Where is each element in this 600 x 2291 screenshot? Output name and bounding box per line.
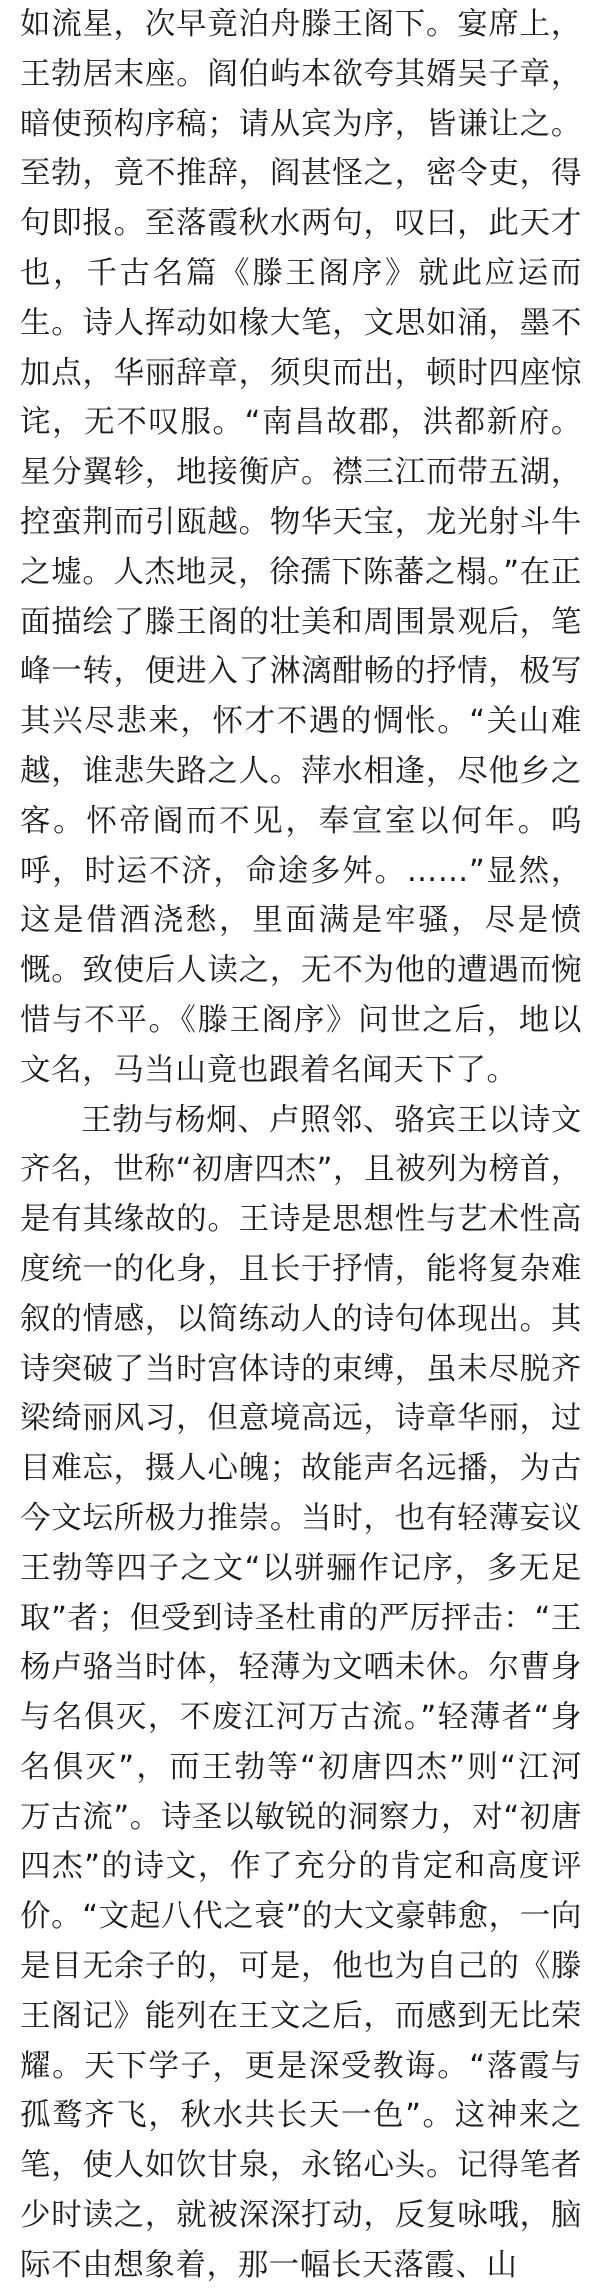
paragraph-1: 如流星，次早竟泊舟滕王阁下。宴席上，王勃居末座。阎伯屿本欲夸其婿吴子章，暗使预构序稿；请从宾为序，皆谦让之。至勃，竟不推辞，阎甚怪之，密令吏，得句即报。至落霞秋水两句，叹曰，此天才也，千古名篇《滕王阁序》就此应运而生。诗人挥动如椽大笔，文思如涌，墨不加点，华丽辞章，须臾而出，顿时四座惊诧，无不叹服。“南昌故郡，洪都新府。星分翼轸，地接衡庐。襟三江而带五湖，控蛮荆而引瓯越。物华天宝，龙光射斗牛之墟。人杰地灵，徐孺下陈蕃之榻。”在正面描绘了滕王阁的壮美和周围景观后，笔峰一转，便进入了淋漓酣畅的抒情，极写其兴尽悲来，怀才不遇的惆怅。“关山难越，谁悲失路之人。萍水相逢，尽他乡之客。怀帝阍而不见，奉宣室以何年。呜呼，时运不济，命途多舛。……”显然，这是借酒浇愁，里面满是牢骚，尽是愤慨。致使后人读之，无不为他的遭遇而惋惜与不平。《滕王阁序》问世之后，地以文名，马当山竟也跟着名闻天下了。 <box>20 7 582 1088</box>
document-page <box>20 0 582 2283</box>
paragraph-2: 王勃与杨炯、卢照邻、骆宾王以诗文齐名，世称“初唐四杰”，且被列为榜首，是有其缘故的。王诗是思想性与艺术性高度统一的化身，且长于抒情，能将复杂难叙的情感，以简练动人的诗句体现出。其诗突破了当时宫体诗的束缚，虽未尽脱齐梁绮丽风习，但意境高远，诗章华丽，过目难忘，摄人心魄；故能声名远播，为古今文坛所极力推崇。当时，也有轻薄妄议王勃等四子之文“以骈骊作记序，多无足取”者；但受到诗圣杜甫的严厉抨击：“王杨卢骆当时体，轻薄为文哂未休。尔曹身与名俱灭，不废江河万古流。”轻薄者“身名俱灭”，而王勃等“初唐四杰”则“江河万古流”。诗圣以敏锐的洞察力，对“初唐四杰”的诗文，作了充分的肯定和高度评价。“文起八代之衰”的大文豪韩愈，一向是目无余子的，可是，他也为自己的《滕王阁记》能列在王文之后，而感到无比荣耀。天下学子，更是深受教诲。“落霞与孤鹜齐飞，秋水共长天一色”。这神来之笔，使人如饮甘泉，永铭心头。记得笔者少时读之，就被深深打动，反复咏哦，脑际不由想象着，那一幅长天落霞、山 <box>20 1102 582 2283</box>
